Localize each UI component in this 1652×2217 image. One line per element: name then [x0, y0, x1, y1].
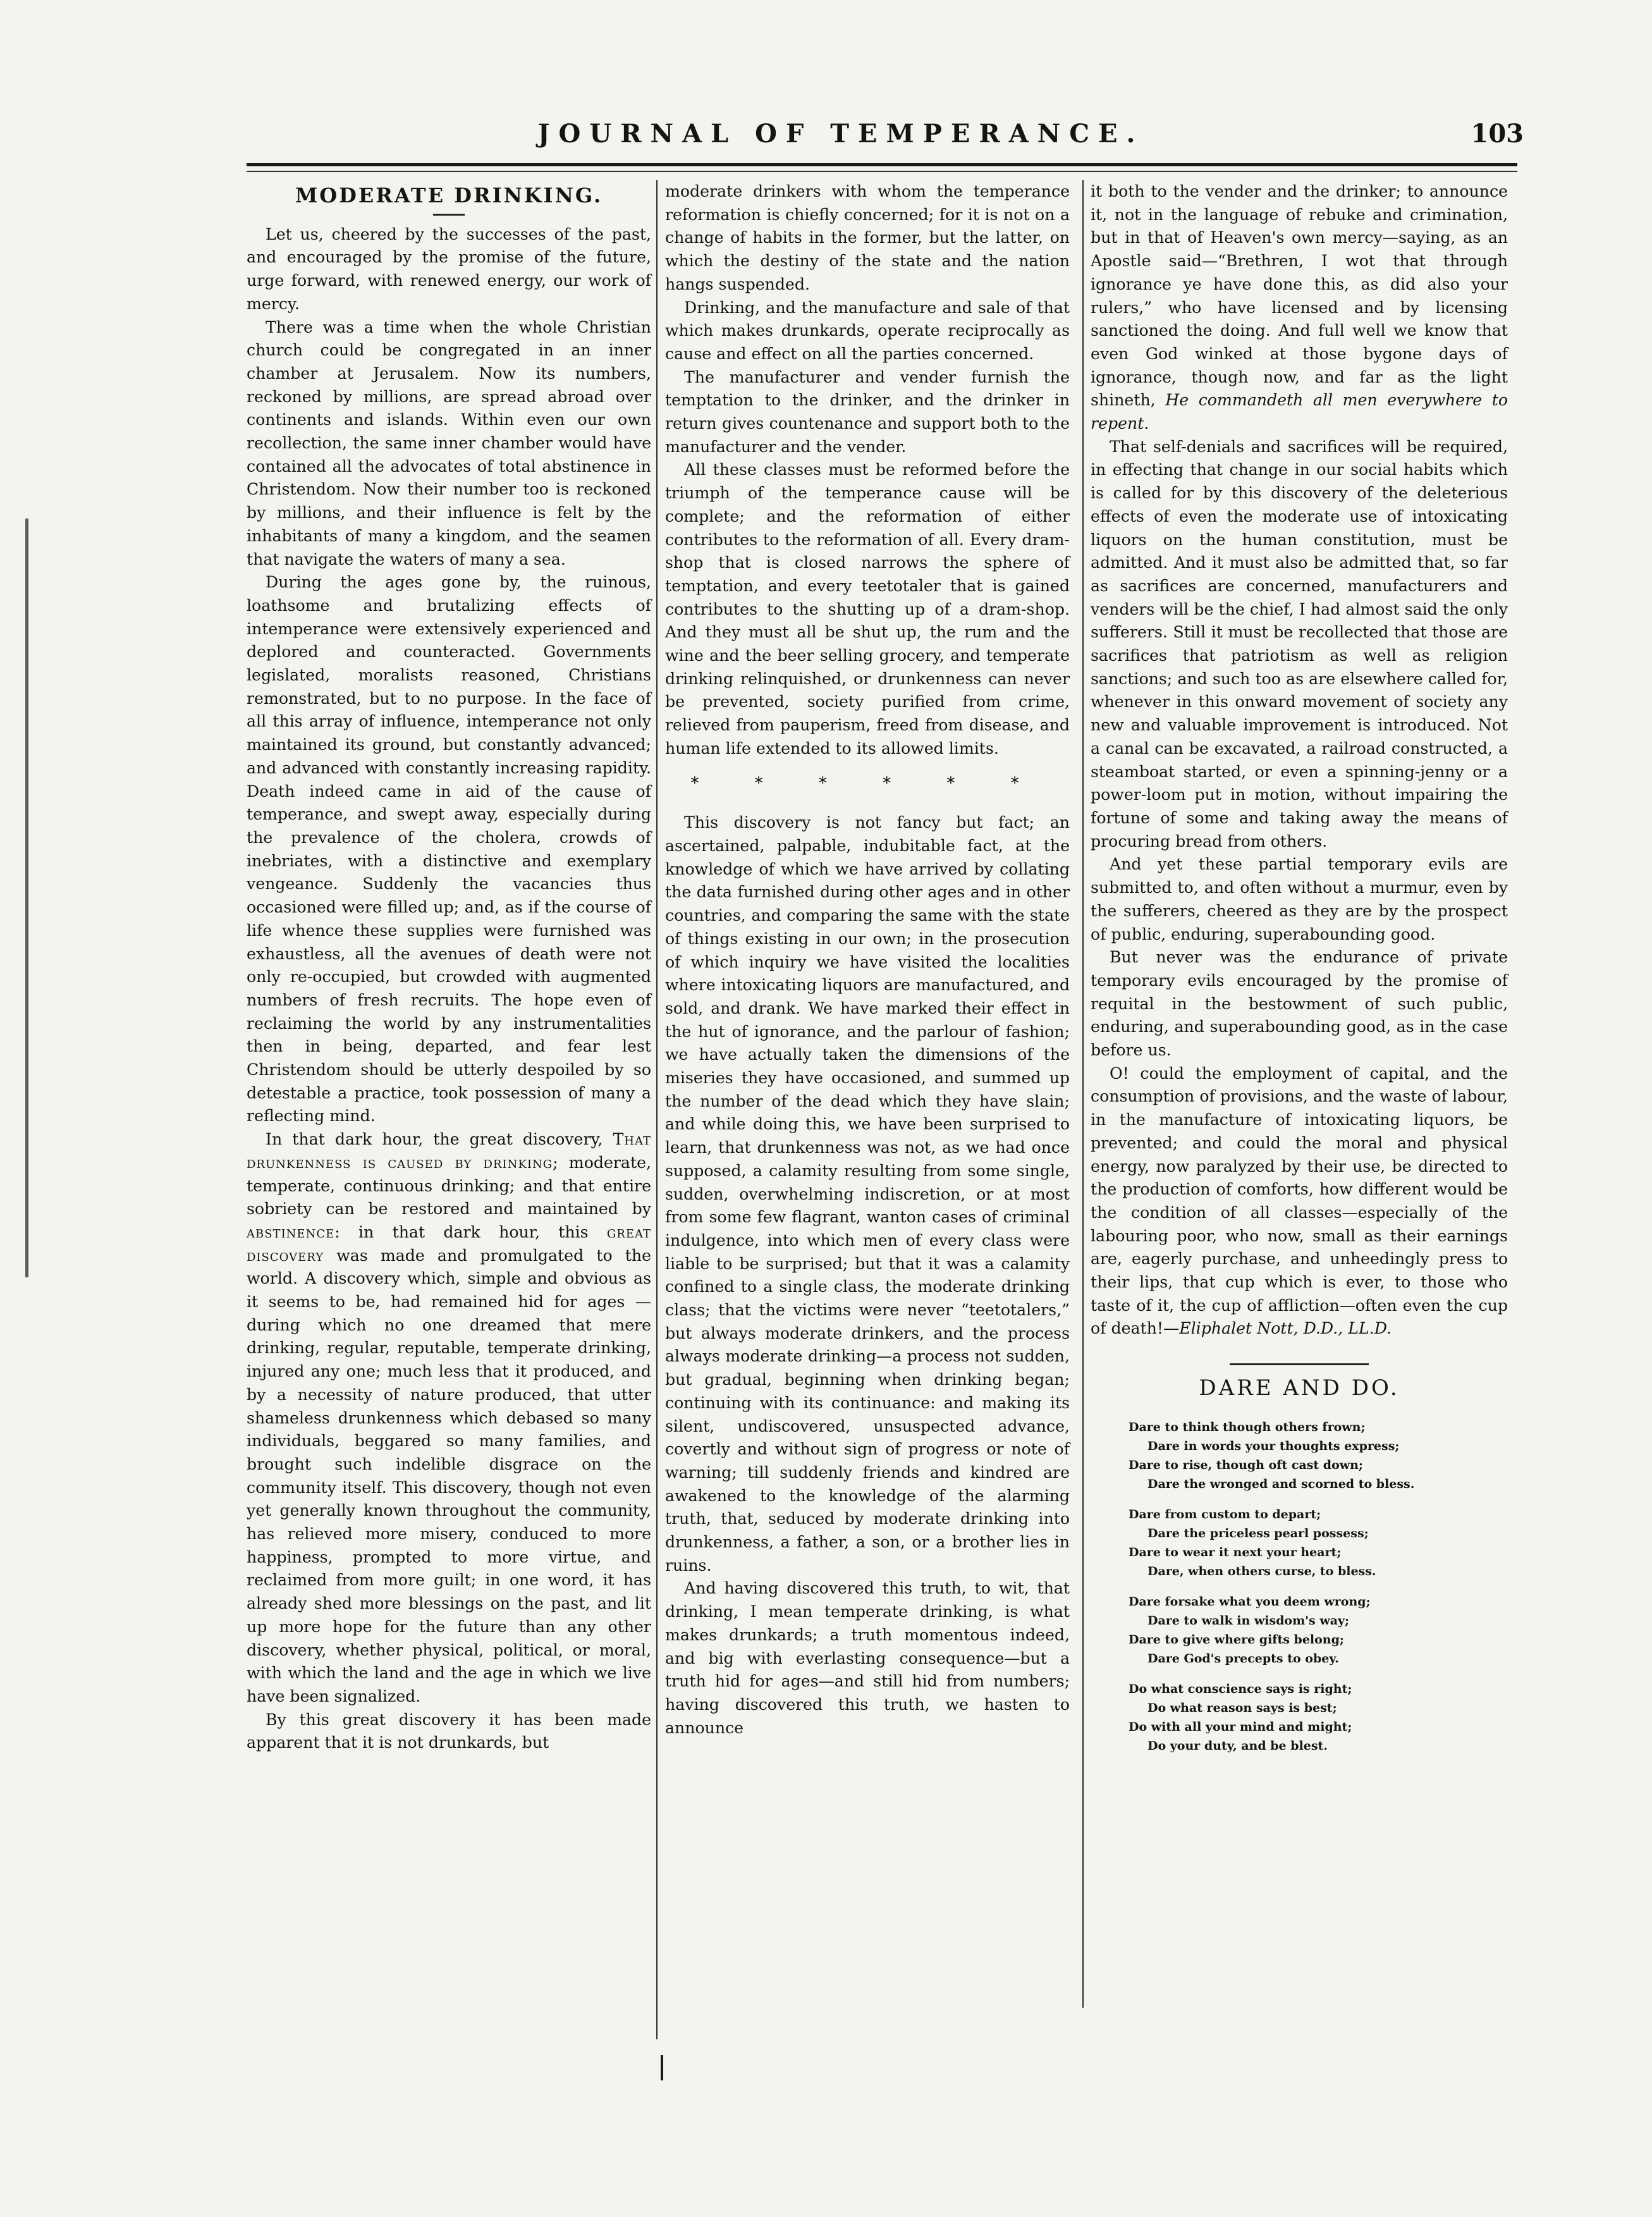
great-discovery-caps: great discovery	[247, 1222, 651, 1265]
text-run: : in that dark hour, this	[334, 1222, 589, 1241]
column-divider	[1082, 180, 1084, 2008]
poem-stanza	[1129, 1505, 1508, 1581]
poem-line: Do with all your mind and might;	[1129, 1719, 1352, 1734]
paragraph: Let us, cheered by the successes of the past, and encouraged by the promise of the future, urge forward, with renewed energy, our work of mercy.	[247, 224, 651, 313]
poem-line: Dare from custom to depart;	[1129, 1507, 1321, 1521]
author-signature: Eliphalet Nott, D.D., LL.D.	[1179, 1319, 1392, 1338]
article-heading: MODERATE DRINKING.	[295, 183, 603, 207]
column-1	[247, 180, 651, 1755]
text-run: it both to the vender and the drinker; to announce it, not in the language of rebuke and crimination, but in that of Heaven's own mercy—saying, as an Apostle said—“Brethren, I wot that through ignorance ye have done this, as did also your rulers,” who have licensed and by licensing sanctioned the doing. And full well we know that even God winked at those bygone days of ignorance, though now, and far as the light shineth,	[1091, 182, 1508, 410]
paragraph: And having discovered this truth, to wit, that drinking, I mean temperate drinking, is what makes drunkards; a truth momentous indeed, and big with everlasting consequence—but a truth hid for ages—and still hid from numbers; having discovered this truth, we hasten to announce	[665, 1579, 1070, 1737]
poem-stanza	[1129, 1592, 1508, 1668]
poem-line: Dare to give where gifts belong;	[1129, 1632, 1344, 1647]
poem-line: Dare to wear it next your heart;	[1129, 1545, 1342, 1559]
discovery-caps: That drunkenness is caused by drinking	[247, 1130, 651, 1172]
page-number: 103	[1471, 119, 1524, 149]
heading-rule	[433, 214, 465, 216]
column-3	[1091, 180, 1508, 1767]
poem-stanza	[1129, 1418, 1508, 1494]
text-run: was made and promulgated to the world. A discovery which, simple and obvious as it seems to be, had remained hid for ages —during which no one dreamed that mere drinking, regular, reputable, temperate drinking, injured any one; much less that it produced, and by a necessity of nature produced, that utter shameless drunkenness which debased so many individuals, beggared so many families, and brought such indelible disgrace on the community itself. This discovery, though not even yet generally known throughout the community, has relieved more misery, conduced to more happiness, prompted to more virtue, and reclaimed from more guilt; in one word, it has already shed more blessings on the past, and lit up more hope for the future than any other discovery, whether physical, political, or moral, with which the land and the age in which we live have been signalized.	[247, 1246, 651, 1705]
section-break-stars: * * * * * *	[690, 773, 1044, 793]
paragraph: All these classes must be reformed before the triumph of the temperance cause will be complete; and the reformation of either contributes to the reformation of all. Every dram-shop that is closed narrows the sphere of temptation, and every teetotaler that is gained contributes to the shutting up of a dram-shop. And they must all be shut up, the rum and the wine and the beer selling grocery, and temperate drinking relinquished, or drunkenness can never be prevented, society purified from crime, relieved from pauperism, freed from disease, and human life extended to its allowed limits.	[665, 460, 1070, 758]
paragraph: But never was the endurance of private temporary evils encouraged by the promise of requital in the bestowment of such public, enduring, and superabounding good, as in the case before us.	[1091, 948, 1508, 1060]
header-rule-thick	[247, 163, 1517, 166]
binding-shadow-mark	[25, 519, 28, 1277]
paragraph-discovery	[247, 1128, 651, 1709]
poem-line: Dare the priceless pearl possess;	[1147, 1526, 1369, 1540]
paragraph: moderate drinkers with whom the temperance reformation is chiefly concerned; for it is not on a change of habits in the former, but the latter, on which the destiny of the state and the nation hangs suspended.	[665, 182, 1070, 293]
scripture-quote: He commandeth all men everywhere to repent.	[1091, 391, 1508, 433]
poem-stanza	[1129, 1680, 1508, 1755]
journal-title: JOURNAL OF TEMPERANCE.	[537, 119, 1144, 149]
poem-line: Do your duty, and be blest.	[1147, 1738, 1328, 1753]
column-2	[665, 180, 1070, 1740]
abstinence-caps: abstinence	[247, 1222, 335, 1241]
poem-line: Dare forsake what you deem wrong;	[1129, 1594, 1371, 1609]
text-run: O! could the employment of capital, and the consumption of provisions, and the waste of labour, in the manufacture of intoxicating liquors, be prevented; and could the moral and physical energy, now paralyzed by their use, be directed to the production of comforts, how different would be the condition of all classes—especially of the labouring poor, who now, small as their earnings are, eagerly purchase, and unheedingly press to their lips, that cup which is ever, to those who taste of it, the cup of affliction—often even the cup of death!—	[1091, 1064, 1508, 1338]
paragraph: That self-denials and sacrifices will be required, in effecting that change in our social habits which is called for by this discovery of the deleterious effects of even the moderate use of intoxicating liquors on the human constitution, must be admitted. And it must also be admitted that, so far as sacrifices are concerned, manufacturers and venders will be the chief, I had almost said the only sufferers. Still it must be recollected that those are sacrifices that patriotism as well as religion sanctions; and such too as are elsewhere called for, whenever in this onward movement of society any new and valuable improvement is introduced. Not a canal can be excavated, a railroad constructed, a steamboat started, or even a spinning-jenny or a power-loom put in motion, without impairing the fortune of some and taking away the means of procuring bread from others.	[1091, 437, 1508, 851]
poem-line: Dare to walk in wisdom's way;	[1147, 1613, 1350, 1628]
paragraph	[1091, 1062, 1508, 1341]
text-run: In that dark hour, the great discovery,	[266, 1130, 603, 1149]
poem-line: Dare God's precepts to obey.	[1147, 1651, 1339, 1666]
poem-title: DARE AND DO.	[1199, 1375, 1400, 1401]
poem-line: Dare to rise, though oft cast down;	[1129, 1458, 1363, 1472]
poem-line: Dare to think though others frown;	[1129, 1420, 1366, 1434]
paragraph	[1091, 180, 1508, 436]
scan-speck	[661, 2055, 663, 2080]
header-rule-thin	[247, 171, 1517, 172]
paragraph: There was a time when the whole Christian church could be congregated in an inner chamber at Jerusalem. Now its numbers, reckoned by millions, are spread abroad over continents and islands. Within even our own recollection, the same inner chamber would have contained all the advocates of total abstinence in Christendom. Now their number too is reckoned by millions, and their influence is felt by the inhabitants of many a kingdom, and the seamen that navigate the waters of many a sea.	[247, 317, 651, 568]
poem-line: Dare in words your thoughts express;	[1147, 1439, 1400, 1453]
paragraph: The manufacturer and vender furnish the temptation to the drinker, and the drinker in return gives countenance and support both to the manufacturer and the vender.	[665, 367, 1070, 456]
paragraph: And yet these partial temporary evils are submitted to, and often without a murmur, even by the sufferers, cheered as they are by the prospect of public, enduring, superabounding good.	[1091, 855, 1508, 943]
running-head	[247, 119, 1524, 169]
poem-line: Do what reason says is best;	[1147, 1700, 1337, 1715]
paragraph: This discovery is not fancy but fact; an ascertained, palpable, indubitable fact, at the knowledge of which we have arrived by collating the data furnished during other ages and in other countries, and comparing the same with the state of things existing in our own; in the prosecution of which inquiry we have visited the localities where intoxicating liquors are manufactured, and sold, and drank. We have marked their effect in the hut of ignorance, and the parlour of fashion; we have actually taken the dimensions of the miseries they have occasioned, and summed up the number of the dead which they have slain; and while doing this, we have been surprised to learn, that drunkenness was not, as we had once supposed, a calamity resulting from some single, sudden, overwhelming indiscretion, or at most from some few flagrant, wanton cases of criminal indulgence, into which men of every class were liable to be surprised; but that it was a calamity confined to a single class, the moderate drinking class; that the victims were never “teetotalers,” but always moderate drinkers, and the process always moderate drinking—a process not sudden, but gradual, beginning when drinking began; continuing with its continuance: and making its silent, undiscovered, unsuspected advance, covertly and without sign of progress or note of warning; till suddenly friends and kindred are awakened to the knowledge of the alarming truth, that, seduced by moderate drinking into drunkenness, a father, a son, or a brother lies in ruins.	[665, 813, 1070, 1575]
column-divider	[656, 180, 658, 2039]
text-run: ; moderate, temperate, continuous drinking; and that entire sobriety can be restored and maintained by	[247, 1153, 651, 1219]
paragraph: During the ages gone by, the ruinous, loathsome and brutalizing effects of intemperance were extensively experienced and deplored and counteracted. Governments legislated, moralists reasoned, Christians remonstrated, but to no purpose. In the face of all this array of influence, intemperance not only maintained its ground, but constantly advanced; and advanced with constantly increasing rapidity. Death indeed came in aid of the cause of temperance, and swept away, especially during the prevalence of the cholera, crowds of inebriates, with a distinctive and exemplary vengeance. Suddenly the vacancies thus occasioned were filled up; and, as if the course of life whence these supplies were furnished was exhaustless, all the avenues of death were not only re-occupied, but crowded with augmented numbers of fresh recruits. The hope even of reclaiming the world by any instrumentalities then in being, departed, and fear lest Christendom should be utterly despoiled by so detestable a practice, took possession of many a reflecting mind.	[247, 573, 651, 1126]
poem-line: Dare the wronged and scorned to bless.	[1147, 1477, 1415, 1491]
poem-line: Dare, when others curse, to bless.	[1147, 1564, 1376, 1578]
poem-divider	[1230, 1363, 1369, 1365]
poem-body	[1091, 1418, 1508, 1755]
paragraph: Drinking, and the manufacture and sale of that which makes drunkards, operate reciprocally as cause and effect on all the parties concerned.	[665, 298, 1070, 363]
poem-line: Do what conscience says is right;	[1129, 1681, 1352, 1696]
paragraph: By this great discovery it has been made apparent that it is not drunkards, but	[247, 1710, 651, 1752]
